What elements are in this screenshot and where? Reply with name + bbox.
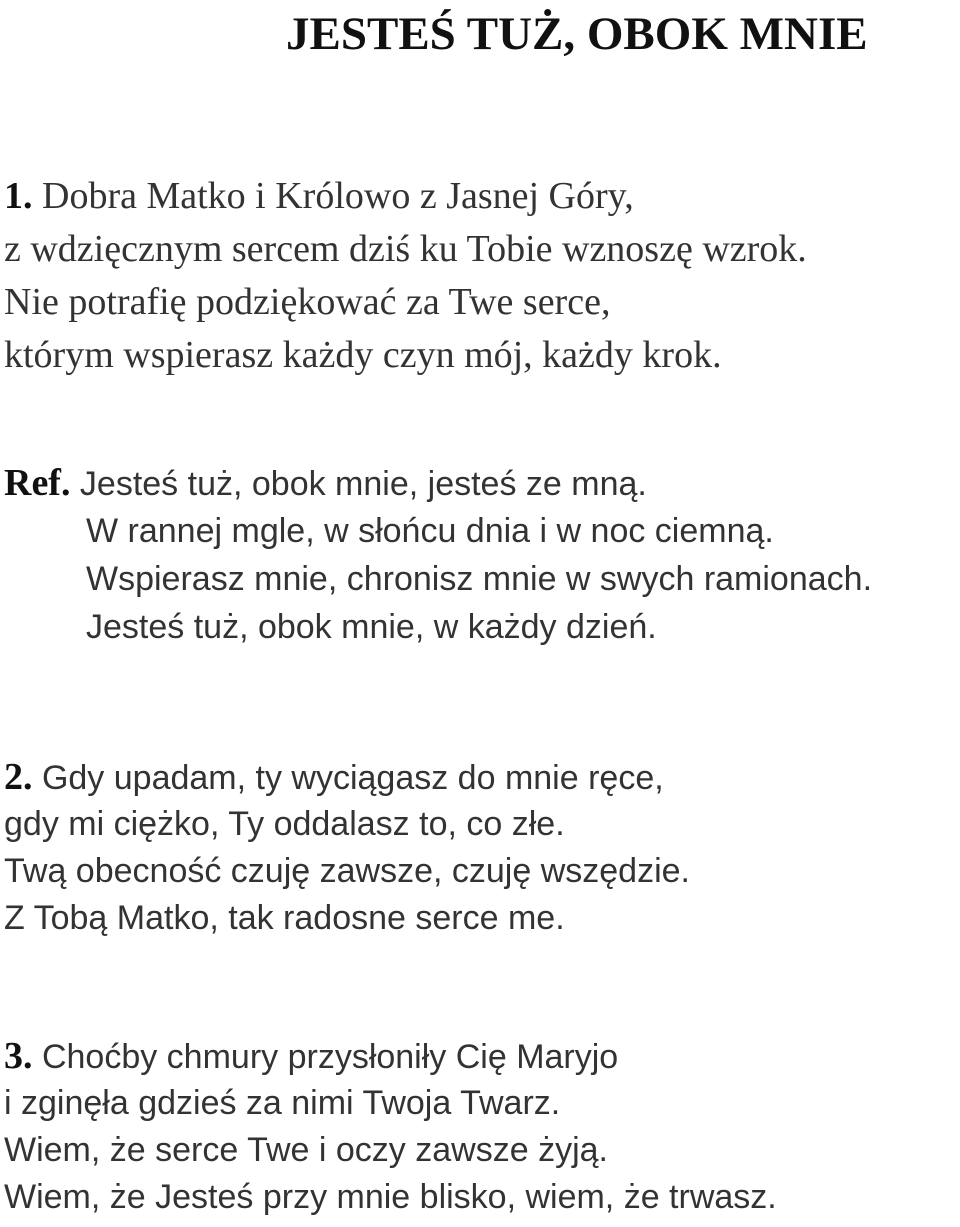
verse-line-text: Dobra Matko i Królowo z Jasnej Góry, [32, 175, 634, 217]
refrain-line-text: Jesteś tuż, obok mnie, jesteś ze mną. [70, 465, 647, 503]
verse-line [4, 1033, 777, 1080]
verse-number: 1. [4, 175, 33, 217]
verse-1 [4, 170, 807, 382]
verse-line: gdy mi ciężko, Ty oddalasz to, co złe. [4, 805, 565, 843]
verse-line: z wdzięcznym sercem dziś ku Tobie wznoszę wzrok. [4, 228, 807, 270]
song-title: JESTEŚ TUŻ, OBOK MNIE [286, 8, 868, 60]
refrain [4, 459, 872, 651]
refrain-line: Wspierasz mnie, chronisz mnie w swych ramionach. [86, 560, 873, 598]
verse-line: którym wspierasz każdy czyn mój, każdy krok. [4, 334, 722, 376]
verse-line: Wiem, że Jesteś przy mnie blisko, wiem, że trwasz. [4, 1178, 777, 1216]
verse-line: Nie potrafię podziękować za Twe serce, [4, 281, 611, 323]
verse-line: Twą obecność czuję zawsze, czuję wszędzie. [4, 852, 690, 890]
verse-line: i zginęła gdzieś za nimi Twoja Twarz. [4, 1084, 561, 1122]
verse-line-text: Gdy upadam, ty wyciągasz do mnie ręce, [32, 759, 664, 797]
verse-number: 3. [4, 1035, 33, 1077]
refrain-line [4, 459, 872, 507]
verse-line-text: Choćby chmury przysłoniły Cię Maryjo [32, 1038, 619, 1076]
verse-line [4, 170, 807, 223]
refrain-line: W rannej mgle, w słońcu dnia i w noc ciemną. [86, 512, 774, 550]
verse-line: Z Tobą Matko, tak radosne serce me. [4, 899, 565, 937]
verse-line [4, 754, 690, 801]
verse-number: 2. [4, 756, 33, 798]
refrain-line: Jesteś tuż, obok mnie, w każdy dzień. [86, 608, 657, 646]
verse-line: Wiem, że serce Twe i oczy zawsze żyją. [4, 1131, 608, 1169]
verse-2 [4, 754, 690, 942]
refrain-marker: Ref. [4, 462, 71, 504]
verse-3 [4, 1033, 777, 1221]
